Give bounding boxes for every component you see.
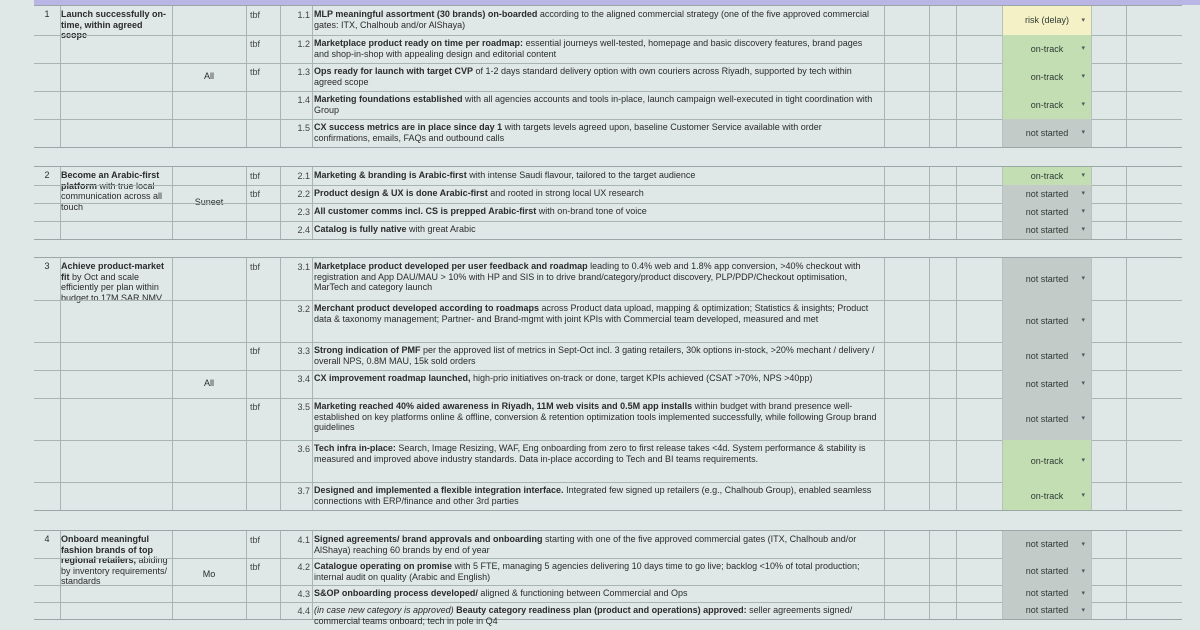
key-result-id: 4.4: [297, 606, 310, 616]
key-result-row: [34, 300, 1182, 343]
chevron-down-icon: ▾: [1081, 352, 1085, 359]
chevron-down-icon: ▾: [1081, 380, 1085, 387]
status-label: not started: [1025, 189, 1069, 199]
key-result-title: All customer comms incl. CS is prepped Arabic-first: [314, 206, 537, 216]
key-result-description: [314, 94, 879, 119]
key-result-description: [314, 224, 879, 239]
status-label: not started: [1025, 207, 1069, 217]
key-result-description: [314, 206, 879, 221]
chevron-down-icon: ▾: [1081, 208, 1085, 215]
key-result-description: [314, 443, 879, 482]
status-label: not started: [1025, 316, 1069, 326]
status-label: on-track: [1030, 72, 1064, 82]
key-result-detail: leading to 0.4% web and 1.8% app conversion, >40% checkout with registration and App DAU/MAU > 10% with HP and SIS in to drive brand/category/product discovery, PLP/PDP/Checkout optimisation, MarTech and category launch: [314, 261, 861, 292]
objective-detail: by Oct and scale efficiently per plan within budget to 17M SAR NMV: [61, 271, 163, 303]
key-result-title: Beauty category readiness plan (product and operations) approved:: [453, 605, 747, 615]
key-result-row: [34, 440, 1182, 483]
key-result-id: 3.3: [297, 346, 310, 356]
chevron-down-icon: ▾: [1081, 190, 1085, 197]
key-result-id: 3.2: [297, 304, 310, 314]
key-result-description: [314, 303, 879, 342]
key-result-id: 3.4: [297, 374, 310, 384]
status-label: not started: [1025, 605, 1069, 615]
status-dropdown[interactable]: [1002, 203, 1092, 221]
key-result-detail: and rooted in strong local UX research: [487, 188, 644, 198]
key-result-row: [34, 558, 1182, 586]
key-result-row: [34, 185, 1182, 204]
chevron-down-icon: ▾: [1081, 607, 1085, 614]
objective-detail: abiding by inventory requirements/ standards: [61, 555, 168, 586]
status-dropdown[interactable]: [1002, 91, 1092, 119]
key-result-detail: with targets levels agreed upon, baseline Customer Service available with order confirmations, emails, FAQs and outbound calls: [314, 122, 822, 143]
status-label: on-track: [1030, 491, 1064, 501]
status-label: not started: [1025, 128, 1069, 138]
key-result-title: Designed and implemented a flexible integration interface.: [314, 485, 564, 495]
status-dropdown[interactable]: [1002, 531, 1092, 558]
key-result-title: Catalogue operating on promise: [314, 561, 453, 571]
key-result-detail: with all agencies accounts and tools in-place, launch campaign well-executed in tight coordination with Group: [314, 94, 873, 115]
objective-title: Achieve product-market fit: [61, 261, 165, 282]
key-result-description: [314, 261, 879, 300]
status-dropdown[interactable]: [1002, 482, 1092, 510]
key-result-id: 4.2: [297, 562, 310, 572]
chevron-down-icon: ▾: [1081, 17, 1085, 24]
objective-owner: Suneet: [194, 197, 224, 207]
status-dropdown[interactable]: [1002, 585, 1092, 602]
key-result-row: [34, 370, 1182, 399]
tbf-flag: tbf: [250, 10, 261, 20]
key-result-description: [314, 9, 879, 35]
key-result-description: [314, 188, 879, 203]
key-result-title: Marketing & branding is Arabic-first: [314, 170, 467, 180]
tbf-flag: tbf: [250, 262, 261, 272]
tbf-flag: tbf: [250, 402, 261, 412]
key-result-row: [34, 398, 1182, 441]
key-result-description: [314, 66, 879, 91]
chevron-down-icon: ▾: [1081, 317, 1085, 324]
key-result-detail: of 1-2 days standard delivery option with own couriers across Riyadh, supported by tech within agreed scope: [314, 66, 852, 87]
status-dropdown[interactable]: [1002, 6, 1092, 35]
objective-number: 2: [44, 170, 50, 180]
key-result-title: Catalog is fully native: [314, 224, 407, 234]
tbf-flag: tbf: [250, 189, 261, 199]
key-result-id: 2.3: [297, 207, 310, 217]
objective-owner: All: [203, 70, 214, 81]
chevron-down-icon: ▾: [1081, 226, 1085, 233]
status-dropdown[interactable]: [1002, 398, 1092, 440]
key-result-detail: per the approved list of metrics in Sept-Oct incl. 3 gating retailers, 30k options in-stock, >20% mechant / delivery / overall NPS, 0.8M MAU, 15k sold orders: [314, 345, 875, 366]
status-label: not started: [1025, 539, 1069, 549]
objective-number: 3: [44, 261, 50, 271]
tbf-flag: tbf: [250, 171, 261, 181]
objective-group-2: [34, 166, 1182, 240]
key-result-id: 3.5: [297, 402, 310, 412]
key-result-description: [314, 605, 879, 626]
key-result-row: [34, 203, 1182, 222]
key-result-title: Tech infra in-place:: [314, 443, 396, 453]
objective-detail: with true local communication across all touch: [61, 180, 163, 212]
key-result-detail: high-prio initiatives on-track or done, target KPIs achieved (CSAT >70%, NPS >40pp): [470, 373, 813, 383]
status-dropdown[interactable]: [1002, 35, 1092, 63]
key-result-row: [34, 167, 1182, 186]
chevron-down-icon: ▾: [1081, 590, 1085, 597]
key-result-description: [314, 485, 879, 510]
key-result-detail: Search, Image Resizing, WAF, Eng onboarding from zero to first release takes <4d. System performance & stability is measured and improved above industry standards. Data in-place according to Tech and BI teams requirements.: [314, 443, 866, 464]
key-result-detail: with great Arabic: [406, 224, 476, 234]
key-result-row: [34, 585, 1182, 603]
chevron-down-icon: ▾: [1081, 45, 1085, 52]
key-result-description: [314, 170, 879, 185]
key-result-id: 1.3: [297, 67, 310, 77]
chevron-down-icon: ▾: [1081, 73, 1085, 80]
key-result-title: MLP meaningful assortment (30 brands) on-boarded: [314, 9, 538, 19]
status-dropdown[interactable]: [1002, 440, 1092, 482]
key-result-description: [314, 373, 879, 398]
key-result-detail: within budget with brand presence well-established on key platforms online & offline, conversion & retention optimization tools implemented successfully, while following Group brand guidelines: [314, 401, 877, 432]
status-dropdown[interactable]: [1002, 300, 1092, 342]
status-label: on-track: [1030, 456, 1064, 466]
key-result-id: 1.2: [297, 39, 310, 49]
key-result-row: [34, 119, 1182, 147]
status-label: not started: [1025, 274, 1069, 284]
chevron-down-icon: ▾: [1081, 101, 1085, 108]
status-label: not started: [1025, 566, 1069, 576]
key-result-row: [34, 602, 1182, 626]
key-result-row: [34, 482, 1182, 510]
key-result-row: [34, 91, 1182, 120]
tbf-flag: tbf: [250, 39, 261, 49]
chevron-down-icon: ▾: [1081, 492, 1085, 499]
objective-number: 1: [44, 9, 50, 19]
status-dropdown[interactable]: [1002, 342, 1092, 370]
status-label: not started: [1025, 414, 1069, 424]
status-dropdown[interactable]: [1002, 167, 1092, 185]
objective-title: Become an Arabic-first platform: [61, 170, 160, 191]
status-label: not started: [1025, 225, 1069, 235]
key-result-row: [34, 221, 1182, 239]
key-result-detail: with intense Saudi flavour, tailored to the target audience: [466, 170, 696, 180]
key-result-detail: according to the aligned commercial strategy (one of the five approved commercial gates: ITX, Chalhoub and/or AlShaya): [314, 9, 870, 30]
status-label: not started: [1025, 588, 1069, 598]
chevron-down-icon: ▾: [1081, 415, 1085, 422]
key-result-id: 3.6: [297, 444, 310, 454]
key-result-title: Ops ready for launch with target CVP: [314, 66, 474, 76]
chevron-down-icon: ▾: [1081, 457, 1085, 464]
status-label: on-track: [1030, 100, 1064, 110]
key-result-row: [34, 63, 1182, 92]
status-dropdown[interactable]: [1002, 258, 1092, 300]
objective-group-1: [34, 5, 1182, 148]
objective-title: Launch successfully on-time, within agreed scope: [61, 9, 167, 40]
key-result-detail: with on-brand tone of voice: [536, 206, 647, 216]
key-result-description: [314, 588, 879, 602]
key-result-title: CX improvement roadmap launched,: [314, 373, 471, 383]
key-result-title: Marketplace product ready on time per roadmap:: [314, 38, 524, 48]
status-label: on-track: [1030, 171, 1064, 181]
key-result-condition: (in case new category is approved): [314, 605, 454, 615]
status-dropdown[interactable]: [1002, 119, 1092, 147]
key-result-id: 4.3: [297, 589, 310, 599]
key-result-description: [314, 122, 879, 147]
tbf-flag: tbf: [250, 346, 261, 356]
key-result-id: 3.7: [297, 486, 310, 496]
key-result-id: 4.1: [297, 535, 310, 545]
chevron-down-icon: ▾: [1081, 541, 1085, 548]
key-result-row: [34, 6, 1182, 36]
key-result-id: 1.1: [297, 10, 310, 20]
key-result-row: [34, 531, 1182, 559]
status-dropdown[interactable]: [1002, 221, 1092, 239]
key-result-detail: starting with one of the five approved commercial gates (ITX, Chalhoub and/or AlShaya) reaching 60 brands by end of year: [314, 534, 857, 555]
objective-owner: Mo: [202, 569, 216, 579]
status-label: not started: [1025, 379, 1069, 389]
status-dropdown[interactable]: [1002, 370, 1092, 398]
key-result-detail: Integrated few signed up retailers (e.g., Chalhoub Group), enabled seamless connections with ERP/finance and other 3rd parties: [314, 485, 872, 506]
objective-group-4: [34, 530, 1182, 626]
objective-group-3: [34, 257, 1182, 511]
chevron-down-icon: ▾: [1081, 275, 1085, 282]
status-label: risk (delay): [1024, 15, 1069, 25]
key-result-detail: aligned & functioning between Commercial and Ops: [477, 588, 688, 598]
key-result-id: 1.5: [297, 123, 310, 133]
key-result-row: [34, 35, 1182, 64]
status-dropdown[interactable]: [1002, 63, 1092, 91]
key-result-description: [314, 401, 879, 440]
key-result-title: Strong indication of PMF: [314, 345, 421, 355]
chevron-down-icon: ▾: [1081, 172, 1085, 179]
chevron-down-icon: ▾: [1081, 568, 1085, 575]
key-result-description: [314, 38, 879, 63]
key-result-detail: across Product data upload, mapping & optimization; Statistics & insights; Product data & taxonomy management; Partner- and Brand-mgmt with joint KPIs with Commercial team developed, measured and met: [314, 303, 869, 324]
tbf-flag: tbf: [250, 562, 261, 572]
key-result-title: S&OP onboarding process developed/: [314, 588, 478, 598]
key-result-detail: seller agreements signed/ commercial teams onboard; tech in pole in Q4: [314, 605, 853, 626]
objective-owner: All: [203, 378, 214, 388]
key-result-title: Merchant product developed according to roadmaps: [314, 303, 540, 313]
key-result-id: 3.1: [297, 262, 310, 272]
key-result-description: [314, 561, 879, 585]
status-dropdown[interactable]: [1002, 602, 1092, 619]
key-result-title: Marketing reached 40% aided awareness in Riyadh, 11M web visits and 0.5M app installs: [314, 401, 693, 411]
status-label: not started: [1025, 351, 1069, 361]
status-dropdown[interactable]: [1002, 185, 1092, 203]
key-result-title: Marketing foundations established: [314, 94, 463, 104]
key-result-detail: essential journeys well-tested, homepage and basic discovery features, brand pages and shop-in-shop with appealing design and editorial content: [314, 38, 863, 59]
key-result-detail: with 5 FTE, managing 5 agencies delivering 10 days time to go live; backlog <10% of total production; internal audit on quality (Arabic and English): [314, 561, 860, 582]
key-result-row: [34, 342, 1182, 371]
objective-title: Onboard meaningful fashion brands of top regional retailers,: [61, 534, 153, 565]
key-result-id: 2.4: [297, 225, 310, 235]
key-result-id: 1.4: [297, 95, 310, 105]
objective-number: 4: [44, 534, 50, 544]
chevron-down-icon: ▾: [1081, 129, 1085, 136]
key-result-title: Marketplace product developed per user feedback and roadmap: [314, 261, 588, 271]
tbf-flag: tbf: [250, 535, 261, 545]
key-result-title: Signed agreements/ brand approvals and onboarding: [314, 534, 543, 544]
key-result-description: [314, 345, 879, 370]
key-result-description: [314, 534, 879, 558]
key-result-title: Product design & UX is done Arabic-first: [314, 188, 488, 198]
key-result-id: 2.1: [297, 171, 310, 181]
key-result-row: [34, 258, 1182, 301]
key-result-id: 2.2: [297, 189, 310, 199]
status-label: on-track: [1030, 44, 1064, 54]
key-result-title: CX success metrics are in place since day 1: [314, 122, 503, 132]
tbf-flag: tbf: [250, 67, 261, 77]
status-dropdown[interactable]: [1002, 558, 1092, 585]
